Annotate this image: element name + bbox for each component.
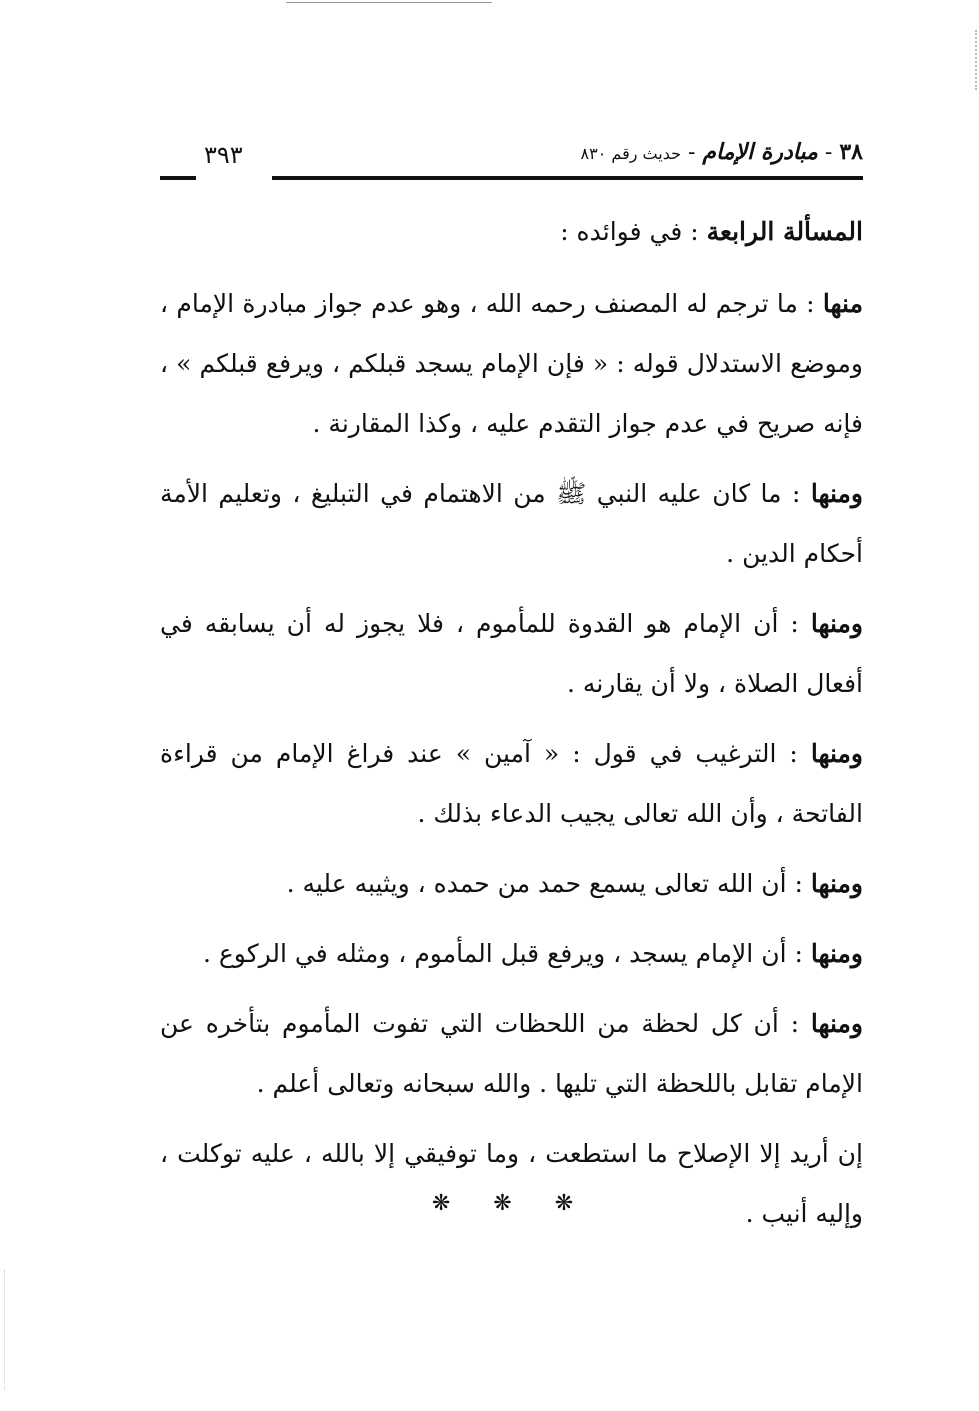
benefit-lead: ومنها bbox=[810, 479, 863, 508]
benefit-paragraph-5 bbox=[160, 854, 863, 914]
benefit-lead: ومنها bbox=[810, 869, 863, 898]
benefit-paragraph-6 bbox=[160, 924, 863, 984]
closing-paragraph: إن أريد إلا الإصلاح ما استطعت ، وما توفيقي إلا بالله ، عليه توكلت ، وإليه أنيب . bbox=[160, 1139, 863, 1228]
chapter-number: ٣٨ bbox=[839, 139, 863, 165]
benefit-lead: ومنها bbox=[810, 1009, 863, 1038]
benefit-paragraph-7 bbox=[160, 994, 863, 1114]
benefit-text: : أن الإمام هو القدوة للمأموم ، فلا يجوز له أن يسابقه في أفعال الصلاة ، ولا أن يقارنه . bbox=[160, 609, 863, 698]
benefit-text: : أن الله تعالى يسمع حمد من حمده ، ويثيبه عليه . bbox=[286, 869, 803, 898]
scan-edge-artifact bbox=[971, 30, 977, 90]
benefit-paragraph-3 bbox=[160, 594, 863, 714]
header-rule bbox=[272, 176, 863, 180]
page-body bbox=[160, 202, 863, 1254]
benefit-paragraph-4 bbox=[160, 724, 863, 844]
benefit-lead: ومنها bbox=[810, 609, 863, 638]
header-separator: - bbox=[824, 140, 833, 165]
chapter-title: مبادرة الإمام bbox=[702, 139, 818, 165]
section-title: المسألة الرابعة bbox=[706, 217, 863, 246]
benefit-text: : أن كل لحظة من اللحظات التي تفوت المأموم بتأخره عن الإمام تقابل باللحظة التي تليها . والله سبحانه وتعالى أعلم . bbox=[160, 1009, 863, 1098]
benefit-text: : الترغيب في قول : « آمين » عند فراغ الإمام من قراءة الفاتحة ، وأن الله تعالى يجيب الدعاء بذلك . bbox=[160, 739, 863, 828]
benefit-paragraph-2 bbox=[160, 464, 863, 584]
section-divider-stars: ❋ ❋ ❋ bbox=[431, 1191, 592, 1216]
running-header bbox=[160, 132, 863, 188]
page-number-dash bbox=[160, 176, 196, 180]
page-number: ٣٩٣ bbox=[204, 141, 243, 169]
scan-top-rule bbox=[286, 2, 492, 3]
benefit-text: : ما كان عليه النبي ﷺ من الاهتمام في التبليغ ، وتعليم الأمة أحكام الدين . bbox=[160, 479, 863, 568]
section-heading bbox=[160, 202, 863, 262]
section-subtitle: : في فوائده : bbox=[560, 217, 699, 246]
header-title bbox=[581, 132, 863, 174]
header-separator-2: - bbox=[687, 140, 696, 165]
benefit-paragraph-1 bbox=[160, 274, 863, 454]
benefit-lead: منها bbox=[822, 289, 863, 318]
scan-margin-artifact bbox=[4, 1270, 7, 1390]
benefit-lead: ومنها bbox=[810, 939, 863, 968]
hadith-number: حديث رقم ٨٣٠ bbox=[580, 144, 681, 163]
benefit-text: : ما ترجم له المصنف رحمه الله ، وهو عدم جواز مبادرة الإمام ، وموضع الاستدلال قوله : « فإن الإمام يسجد قبلكم ، ويرفع قبلكم » ، فإنه صريح في عدم جواز التقدم عليه ، وكذا المقارنة . bbox=[160, 289, 863, 438]
benefit-text: : أن الإمام يسجد ، ويرفع قبل المأموم ، ومثله في الركوع . bbox=[203, 939, 803, 968]
benefit-lead: ومنها bbox=[810, 739, 863, 768]
